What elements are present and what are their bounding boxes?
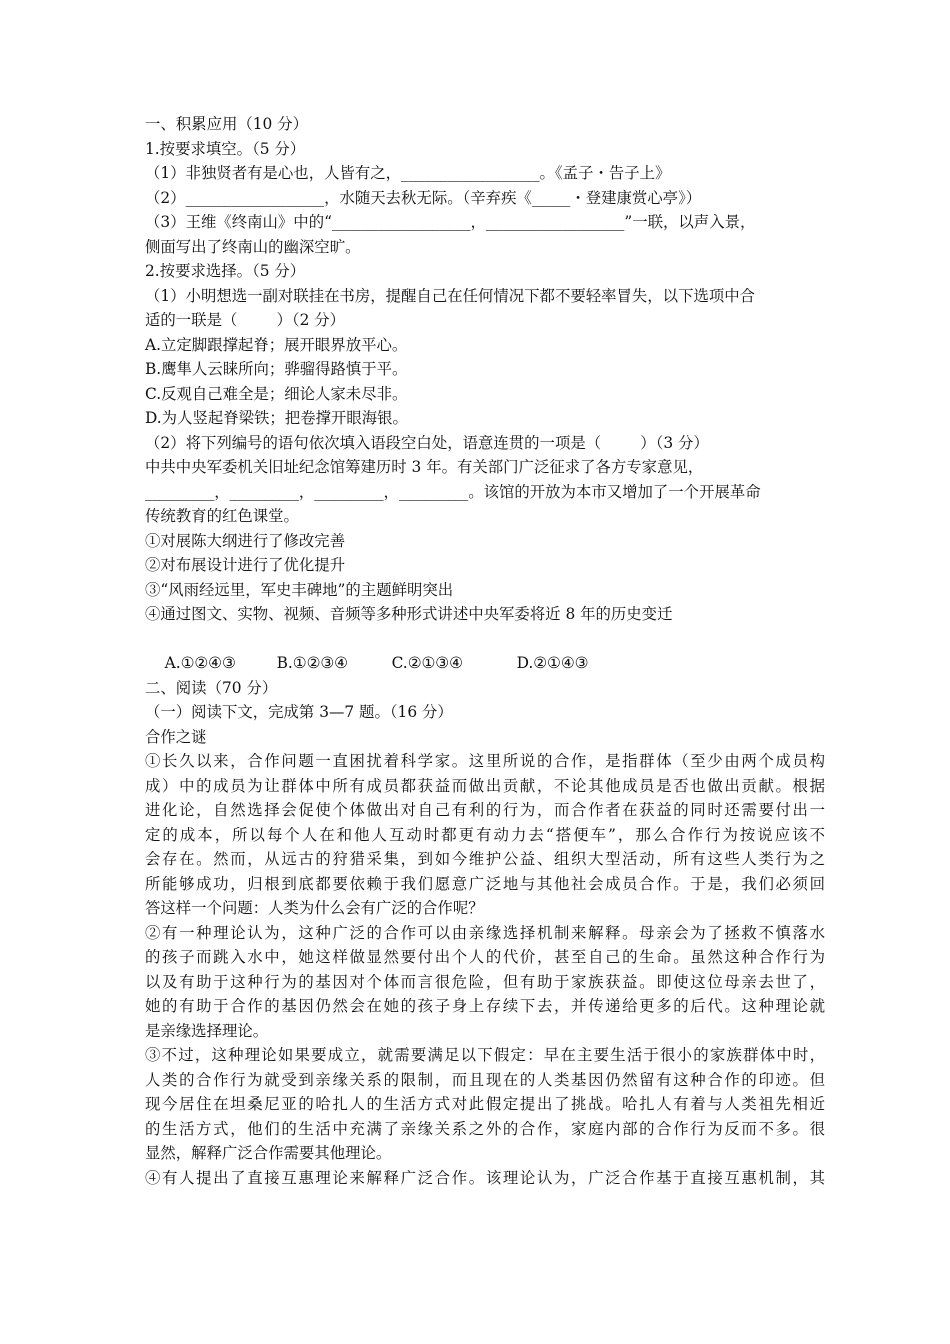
article-line: 是亲缘选择理论。 [145, 1021, 269, 1040]
article-line: ③不过，这种理论如果要成立，就需要满足以下假定：早在主要生活于很小的家族群体中时， [145, 1046, 825, 1064]
choice-option: A.立定脚跟撑起脊；展开眼界放平心。 [145, 335, 408, 354]
article-line: 会存在。然而，从远古的狩猎采集，到如今维护公益、组织大型活动，所有这些人类行为之 [145, 850, 825, 868]
question-text: 传统教育的红色课堂。 [145, 507, 299, 525]
choice-option: D.②①④③ [516, 654, 589, 672]
question-text: （2）将下列编号的语句依次填入语段空白处，语意连贯的一项是（ ）（3 分） [145, 433, 709, 452]
article-line: ①长久以来，合作问题一直困扰着科学家。这里所说的合作，是指群体（至少由两个成员构 [145, 752, 825, 770]
article-line: 的生活方式，他们的生活中充满了亲缘关系之外的合作，家庭内部的合作行为反而不多。很 [145, 1119, 825, 1138]
article-line: 人类的合作行为就受到亲缘关系的限制，而且现在的人类基因仍然留有这种合作的印迹。但 [145, 1070, 825, 1089]
fill-item: （3）王维《终南山》中的“__________________，__________________”一联，以声入景， [145, 213, 756, 231]
question-text: 适的一联是（ ）（2 分） [145, 311, 346, 329]
article-line: 她的有助于合作的基因仍然会在她的孩子身上存续下去，并传递给更多的后代。这种理论就 [145, 997, 825, 1015]
question-text: _________，_________，_________，_________。该馆的开放为本市又增加了一个开展革命 [145, 482, 761, 501]
reading-instruction: （一）阅读下文，完成第 3—7 题。（16 分） [145, 703, 453, 721]
document-page [145, 112, 825, 1190]
article-line: 答这样一个问题：人类为什么会有广泛的合作呢？ [145, 899, 484, 917]
article-body [145, 749, 825, 1190]
question-text: 中共中央军委机关旧址纪念馆筹建历时 3 年。有关部门广泛征求了各方专家意见， [145, 458, 704, 476]
section-heading: 一、积累应用（10 分） [145, 115, 308, 133]
numbered-sentence: ②对布展设计进行了优化提升 [145, 556, 346, 574]
choice-options-row [145, 627, 825, 672]
section-heading: 二、阅读（70 分） [145, 678, 278, 697]
choice-option: D.为人竖起脊梁铁；把卷撑开眼海银。 [145, 409, 408, 427]
article-line: 显然，解释广泛合作需要其他理论。 [145, 1144, 392, 1162]
fill-item: （2）__________________，水随天去秋无际。（辛弃疾《_____・登建康赏心亭》） [145, 188, 702, 207]
article-line: 现今居住在坦桑尼亚的哈扎人的生活方式对此假定提出了挑战。哈扎人有着与人类祖先相近 [145, 1095, 825, 1113]
numbered-sentence: ④通过图文、实物、视频、音频等多种形式讲述中央军委将近 8 年的历史变迁 [145, 605, 673, 623]
question-text: （1）小明想选一副对联挂在书房，提醒自己在任何情况下都不要轻率冒失，以下选项中合 [145, 286, 756, 305]
choice-option: C.②①③④ [391, 654, 463, 672]
article-line: 所能够成功，归根到底都要依赖于我们愿意广泛地与其他社会成员合作。于是，我们必须回 [145, 874, 825, 893]
article-line: ④有人提出了直接互惠理论来解释广泛合作。该理论认为，广泛合作基于直接互惠机制，其 [145, 1168, 825, 1187]
article-line: 定的成本，所以每个人在和他人互动时都更有动力去“搭便车”，那么合作行为按说应该不 [145, 825, 825, 844]
numbered-sentence: ③“风雨经远里，军史丰碑地”的主题鲜明突出 [145, 580, 454, 599]
article-line: 进化论，自然选择会促使个体做出对自己有利的行为，而合作者在获益的同时还需要付出一 [145, 801, 825, 819]
choice-option: B.①②③④ [276, 654, 348, 672]
question-title: 1.按要求填空。（5 分） [145, 139, 306, 158]
numbered-sentence: ①对展陈大纲进行了修改完善 [145, 531, 346, 550]
choice-option: C.反观自己难全是；细论人家未尽非。 [145, 384, 408, 403]
fill-item: （1）非独贤者有是心也，人皆有之，__________________。《孟子・告子上》 [145, 164, 671, 182]
article-line: ②有一种理论认为，这种广泛的合作可以由亲缘选择机制来解释。母亲会为了拯救不慎落水 [145, 923, 825, 942]
choice-option: A.①②④③ [164, 654, 236, 672]
fill-item: 侧面写出了终南山的幽深空旷。 [145, 237, 361, 256]
article-line: 以及有助于这种行为的基因对个体而言很危险，但有助于家族获益。即使这位母亲去世了， [145, 972, 825, 991]
article-line: 的孩子而跳入水中，她这样做显然要付出个人的代价，甚至自己的生命。虽然这种合作行为 [145, 948, 825, 966]
question-title: 2.按要求选择。（5 分） [145, 262, 306, 280]
choice-option: B.鹰隼人云睐所向；骅骝得路慎于平。 [145, 360, 408, 378]
article-line: 成）中的成员为让群体中所有成员都获益而做出贡献，不论其他成员是否也做出贡献。根据 [145, 776, 825, 795]
article-title: 合作之谜 [145, 727, 207, 746]
